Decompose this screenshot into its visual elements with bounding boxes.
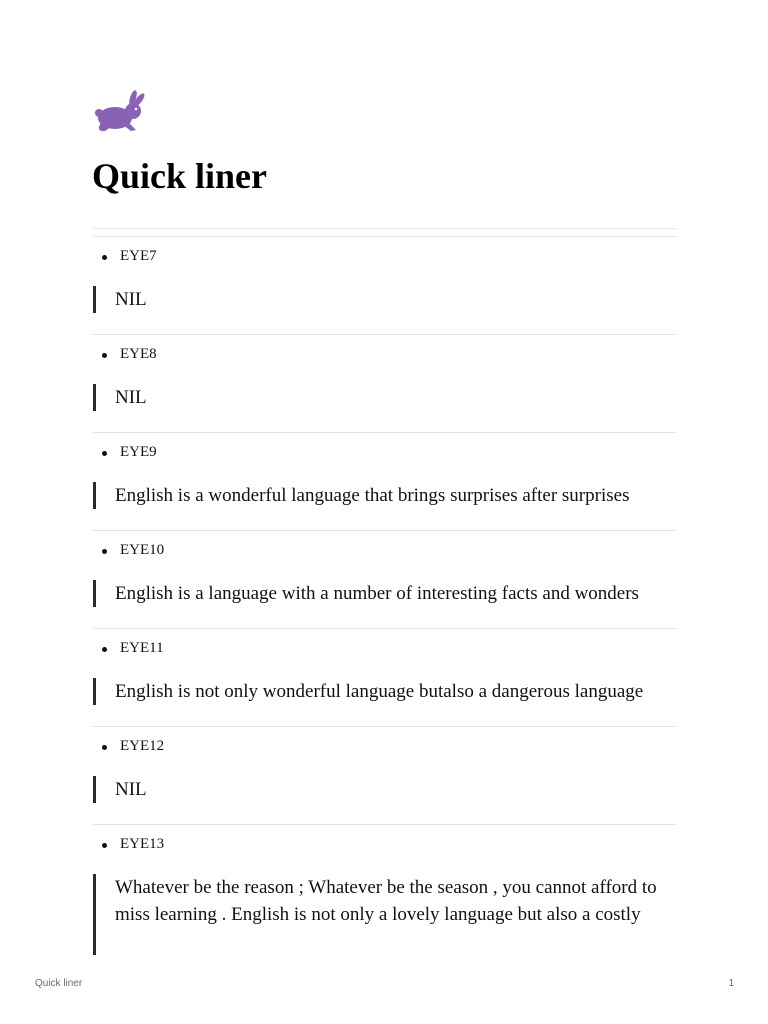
list-item <box>93 334 676 411</box>
list-item <box>93 236 676 313</box>
bullet-icon <box>102 745 107 750</box>
entry-quote: English is a language with a number of interesting facts and wonders <box>93 580 676 607</box>
entry-heading <box>93 335 676 373</box>
entry-heading <box>93 629 676 667</box>
entry-heading <box>93 433 676 471</box>
entry-label: EYE8 <box>120 345 157 362</box>
list-item <box>93 628 676 705</box>
entry-quote: Whatever be the reason ; Whatever be the season , you cannot afford to miss learning . English is not only a lovely language but also a costly <box>93 874 676 955</box>
entry-label: EYE11 <box>120 639 164 656</box>
title-divider <box>93 228 676 229</box>
entry-heading <box>93 531 676 569</box>
list-item <box>93 432 676 509</box>
entry-heading <box>93 727 676 765</box>
entry-heading <box>93 237 676 275</box>
rabbit-icon <box>93 90 149 136</box>
entry-heading <box>93 825 676 863</box>
entry-label: EYE7 <box>120 247 157 264</box>
list-item <box>93 530 676 607</box>
bullet-icon <box>102 353 107 358</box>
entry-label: EYE13 <box>120 835 165 852</box>
entry-label: EYE10 <box>120 541 165 558</box>
entry-label: EYE12 <box>120 737 165 754</box>
page-title: Quick liner <box>92 156 268 196</box>
entry-quote: NIL <box>93 384 676 411</box>
page-number: 1 <box>728 978 734 989</box>
entry-label: EYE9 <box>120 443 157 460</box>
list-item <box>93 726 676 803</box>
bullet-icon <box>102 843 107 848</box>
footer-title: Quick liner <box>35 978 83 989</box>
bullet-icon <box>102 255 107 260</box>
entry-quote: NIL <box>93 286 676 313</box>
bullet-icon <box>102 549 107 554</box>
bullet-icon <box>102 451 107 456</box>
bullet-icon <box>102 647 107 652</box>
list-item <box>93 824 676 955</box>
entry-quote: English is a wonderful language that brings surprises after surprises <box>93 482 676 509</box>
entry-quote: NIL <box>93 776 676 803</box>
entry-quote: English is not only wonderful language butalso a dangerous language <box>93 678 676 705</box>
entry-list <box>93 236 676 955</box>
